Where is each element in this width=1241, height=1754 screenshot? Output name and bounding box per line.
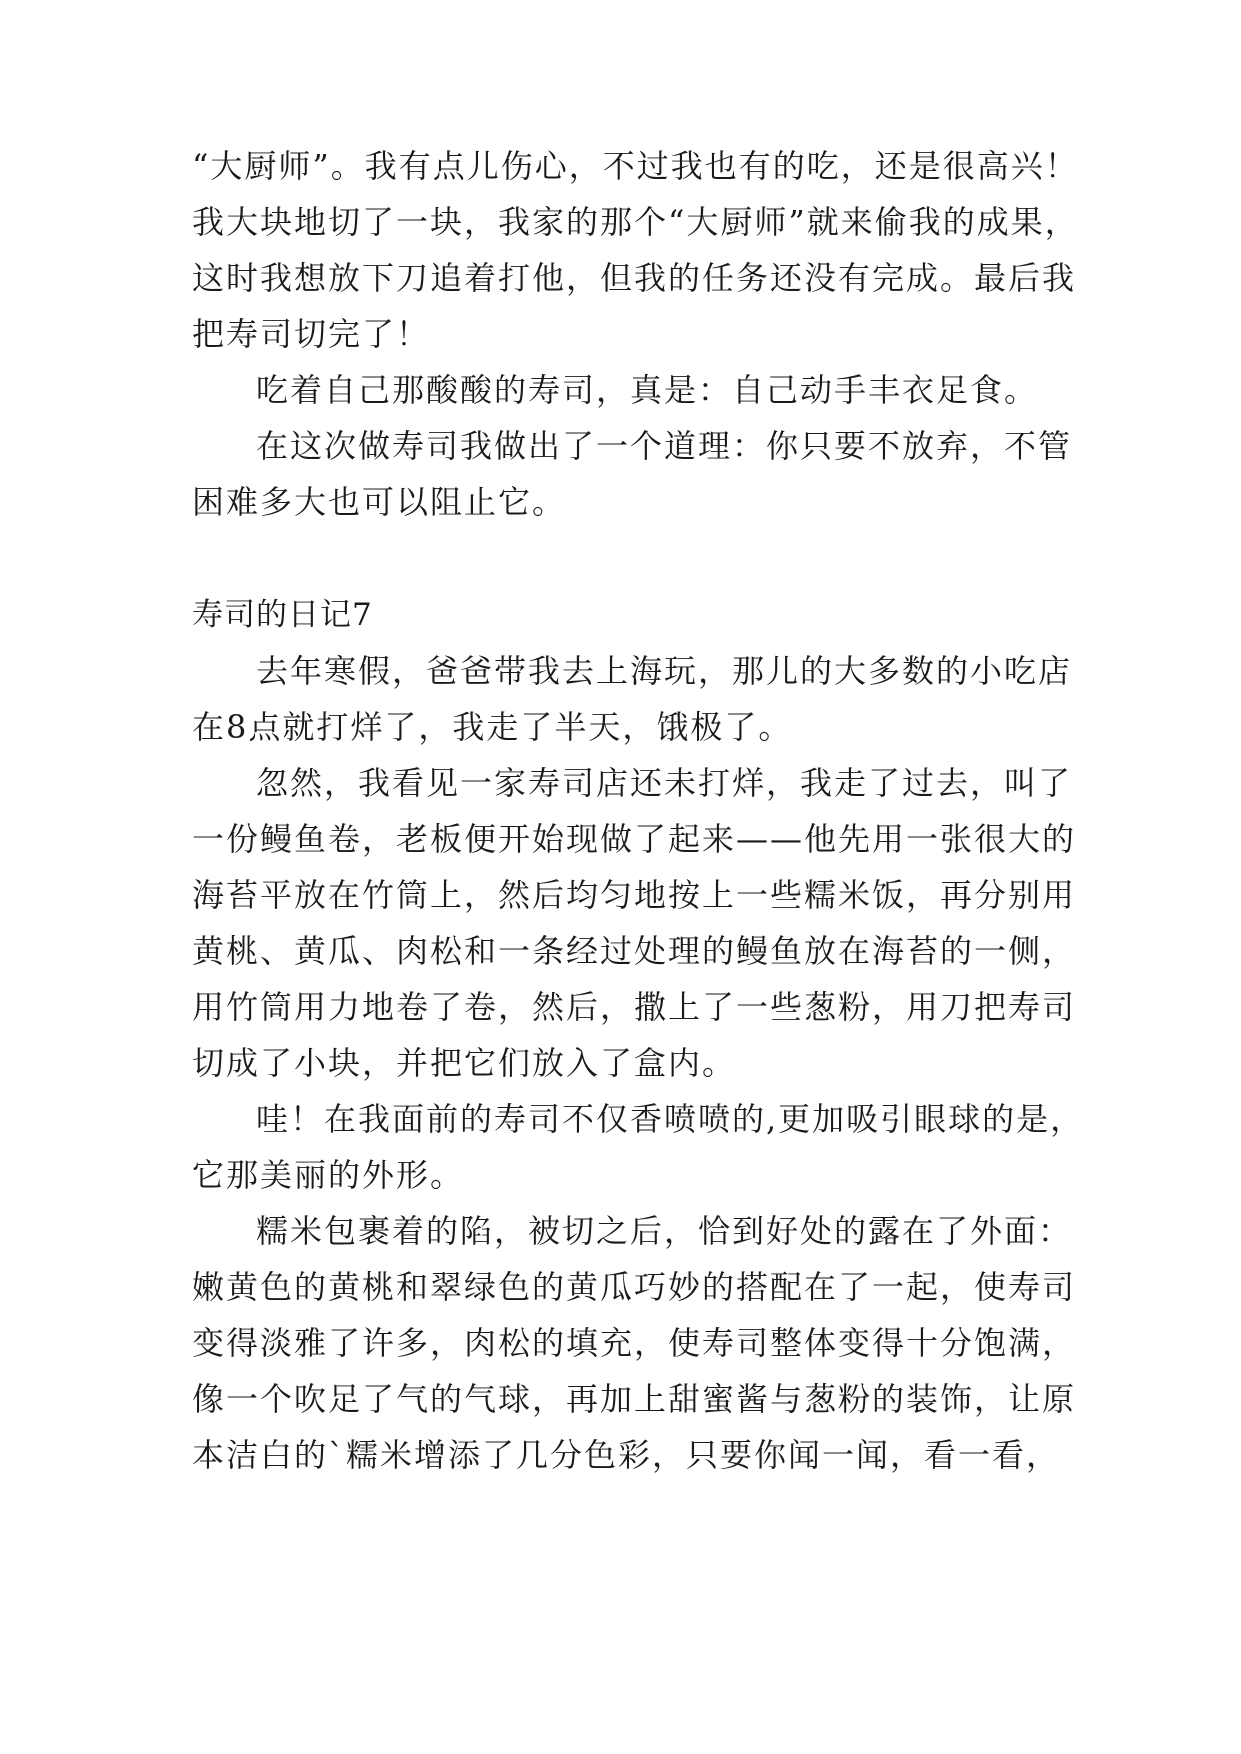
para3-line-2: 困难多大也可以阻止它。 [192, 483, 567, 521]
section-title: 寿司的日记7 [192, 597, 373, 633]
para5-line-3: 海苔平放在竹筒上，然后均匀地按上一些糯米饭，再分别用 [192, 876, 1077, 914]
para7-line-1: 糯米包裹着的陷，被切之后，恰到好处的露在了外面： [256, 1212, 1073, 1250]
para4-line-1: 去年寒假，爸爸带我去上海玩，那儿的大多数的小吃店 [256, 652, 1073, 690]
para7-line-2: 嫩黄色的黄桃和翠绿色的黄瓜巧妙的搭配在了一起，使寿司 [192, 1268, 1077, 1306]
para1-line-3: 这时我想放下刀追着打他，但我的任务还没有完成。最后我 [192, 259, 1077, 297]
para5-line-1: 忽然，我看见一家寿司店还未打烊，我走了过去，叫了 [256, 764, 1073, 802]
para7-line-5: 本洁白的`糯米增添了几分色彩，只要你闻一闻，看一看， [192, 1436, 1061, 1474]
para3-line-1: 在这次做寿司我做出了一个道理：你只要不放弃，不管 [256, 427, 1073, 465]
para6-line-2: 它那美丽的外形。 [192, 1156, 465, 1194]
para2-line-1: 吃着自己那酸酸的寿司，真是：自己动手丰衣足食。 [256, 371, 1039, 409]
para5-line-6: 切成了小块，并把它们放入了盒内。 [192, 1044, 737, 1082]
para1-line-2: 我大块地切了一块，我家的那个“大厨师”就来偷我的成果， [192, 203, 1079, 241]
para7-line-3: 变得淡雅了许多，肉松的填充，使寿司整体变得十分饱满， [192, 1324, 1077, 1362]
para7-line-4: 像一个吹足了气的气球，再加上甜蜜酱与葱粉的装饰，让原 [192, 1380, 1077, 1418]
para1-line-1: “大厨师”。我有点儿伤心，不过我也有的吃，还是很高兴！ [192, 147, 1079, 185]
para5-line-2: 一份鳗鱼卷，老板便开始现做了起来——他先用一张很大的 [192, 820, 1077, 858]
para4-line-2: 在8点就打烊了，我走了半天，饿极了。 [192, 708, 793, 746]
para1-line-4: 把寿司切完了！ [192, 315, 431, 353]
para5-line-5: 用竹筒用力地卷了卷，然后，撒上了一些葱粉，用刀把寿司 [192, 988, 1077, 1026]
para5-line-4: 黄桃、黄瓜、肉松和一条经过处理的鳗鱼放在海苔的一侧， [192, 932, 1077, 970]
para6-line-1: 哇！在我面前的寿司不仅香喷喷的,更加吸引眼球的是， [256, 1100, 1085, 1138]
